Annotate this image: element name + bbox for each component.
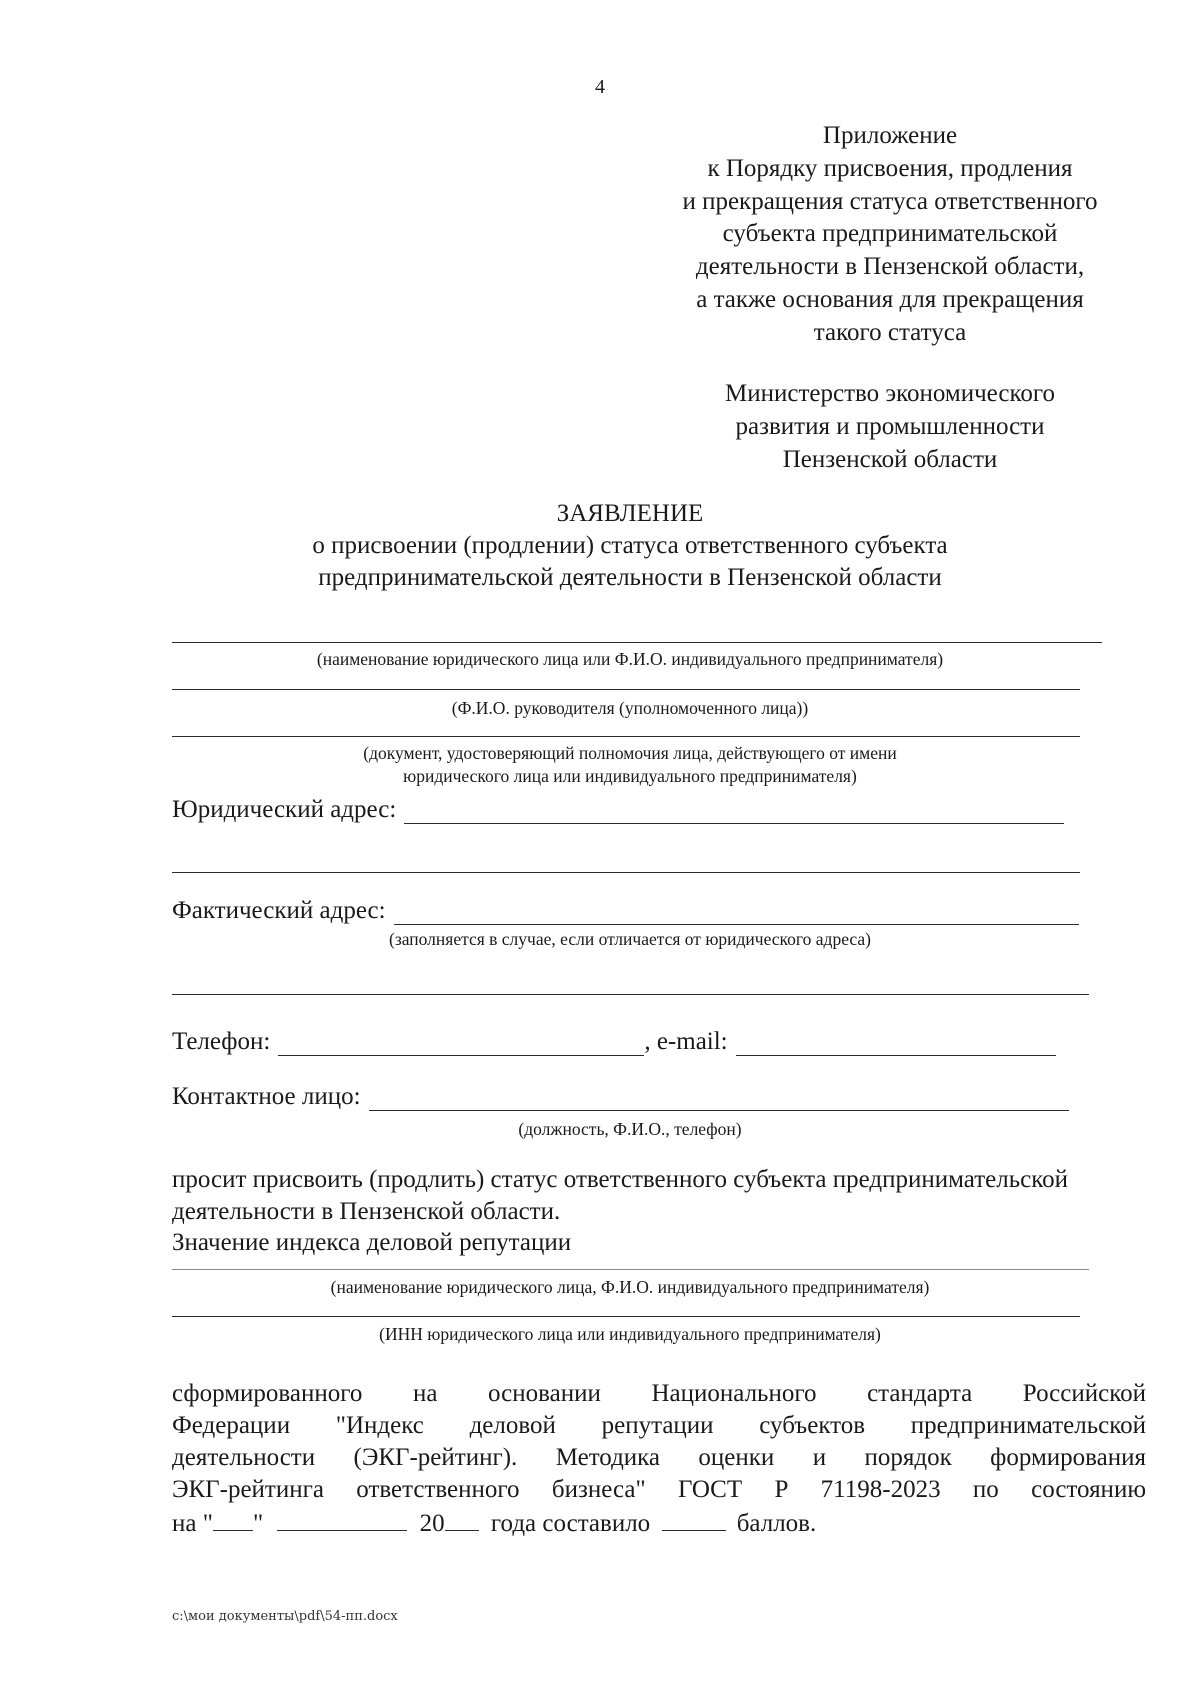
inn-blank[interactable] (172, 1315, 1080, 1317)
authority-doc-caption-line: юридического лица или индивидуального предпринимателя) (403, 766, 857, 786)
actual-address-row (172, 895, 1079, 925)
email-label: , e-mail: (644, 1028, 728, 1055)
basis-paragraph (172, 1378, 1146, 1540)
document-title (170, 498, 1090, 594)
month-blank[interactable] (277, 1506, 407, 1531)
phone-label: Телефон: (172, 1028, 271, 1055)
actual-address-caption: (заполняется в случае, если отличается от юридического адреса) (389, 929, 871, 949)
phone-blank[interactable] (278, 1031, 644, 1056)
contact-person-blank[interactable] (369, 1086, 1069, 1111)
date-suffix: баллов. (736, 1510, 817, 1537)
request-line: Значение индекса деловой репутации (172, 1229, 572, 1256)
annex-line: и прекращения статуса ответственного (682, 187, 1098, 215)
rating-entity-blank[interactable] (172, 1268, 1089, 1270)
actual-address-blank[interactable] (394, 900, 1079, 925)
basis-line: Федерации "Индекс деловой репутации субъектов предпринимательской (172, 1412, 1146, 1439)
date-line (172, 1506, 1146, 1540)
title-line: предпринимательской деятельности в Пензенской области (318, 564, 942, 591)
annex-line: а также основания для прекращения (696, 285, 1084, 313)
date-prefix: на " (172, 1510, 213, 1537)
addressee-block (640, 378, 1140, 476)
legal-address-row (172, 794, 1064, 824)
request-paragraph (172, 1164, 1142, 1259)
file-path-footer: c:\мои документы\pdf\54-пп.docx (172, 1609, 398, 1624)
annex-line: такого статуса (813, 318, 967, 346)
contact-person-row (172, 1081, 1069, 1111)
actual-address-label: Фактический адрес: (172, 897, 386, 924)
legal-address-blank-2[interactable] (172, 871, 1080, 873)
title-heading: ЗАЯВЛЕНИЕ (556, 500, 704, 527)
score-blank[interactable] (662, 1506, 726, 1531)
addressee-line: Пензенской области (782, 445, 998, 473)
head-name-blank[interactable] (172, 688, 1080, 690)
year-prefix: 20 (419, 1510, 445, 1537)
date-quote-close: " (252, 1510, 264, 1537)
actual-address-blank-2[interactable] (172, 993, 1089, 995)
annex-line: субъекта предпринимательской (722, 220, 1058, 248)
basis-line: сформированного на основании Национального стандарта Российской (172, 1380, 1146, 1407)
contact-person-label: Контактное лицо: (172, 1083, 361, 1110)
title-line: о присвоении (продлении) статуса ответственного субъекта (312, 532, 948, 559)
rating-entity-caption: (наименование юридического лица, Ф.И.О. индивидуального предпринимателя) (330, 1277, 930, 1297)
request-line: деятельности в Пензенской области. (172, 1197, 561, 1225)
addressee-line: развития и промышленности (735, 412, 1045, 440)
legal-address-label: Юридический адрес: (172, 796, 397, 823)
page-number: 4 (595, 76, 605, 98)
date-middle: года составило (490, 1510, 651, 1537)
year-blank[interactable] (445, 1506, 479, 1531)
addressee-line: Министерство экономического (725, 380, 1055, 407)
annex-line: деятельности в Пензенской области, (695, 253, 1085, 281)
email-blank[interactable] (736, 1031, 1056, 1056)
phone-email-row (172, 1026, 1056, 1056)
contact-person-caption: (должность, Ф.И.О., телефон) (518, 1119, 742, 1139)
annex-header (640, 120, 1140, 350)
authority-doc-caption-line: (документ, удостоверяющий полномочия лица, действующего от имени (363, 743, 897, 763)
basis-line: деятельности (ЭКГ-рейтинг). Методика оценки и порядок формирования (172, 1444, 1146, 1471)
head-name-caption: (Ф.И.О. руководителя (уполномоченного лица)) (451, 698, 809, 718)
entity-name-blank[interactable] (172, 641, 1102, 643)
authority-doc-blank[interactable] (172, 735, 1080, 737)
annex-line: Приложение (822, 122, 958, 149)
entity-name-caption: (наименование юридического лица или Ф.И.О. индивидуального предпринимателя) (316, 649, 944, 669)
authority-doc-caption (170, 742, 1090, 788)
legal-address-blank[interactable] (404, 799, 1064, 824)
annex-line: к Порядку присвоения, продления (707, 154, 1073, 182)
day-blank[interactable] (213, 1506, 253, 1531)
inn-caption: (ИНН юридического лица или индивидуального предпринимателя) (379, 1324, 881, 1344)
basis-line: ЭКГ-рейтинга ответственного бизнеса" ГОСТ Р 71198-2023 по состоянию (172, 1476, 1146, 1503)
request-line: просит присвоить (продлить) статус ответственного субъекта предпринимательской (172, 1166, 1068, 1193)
